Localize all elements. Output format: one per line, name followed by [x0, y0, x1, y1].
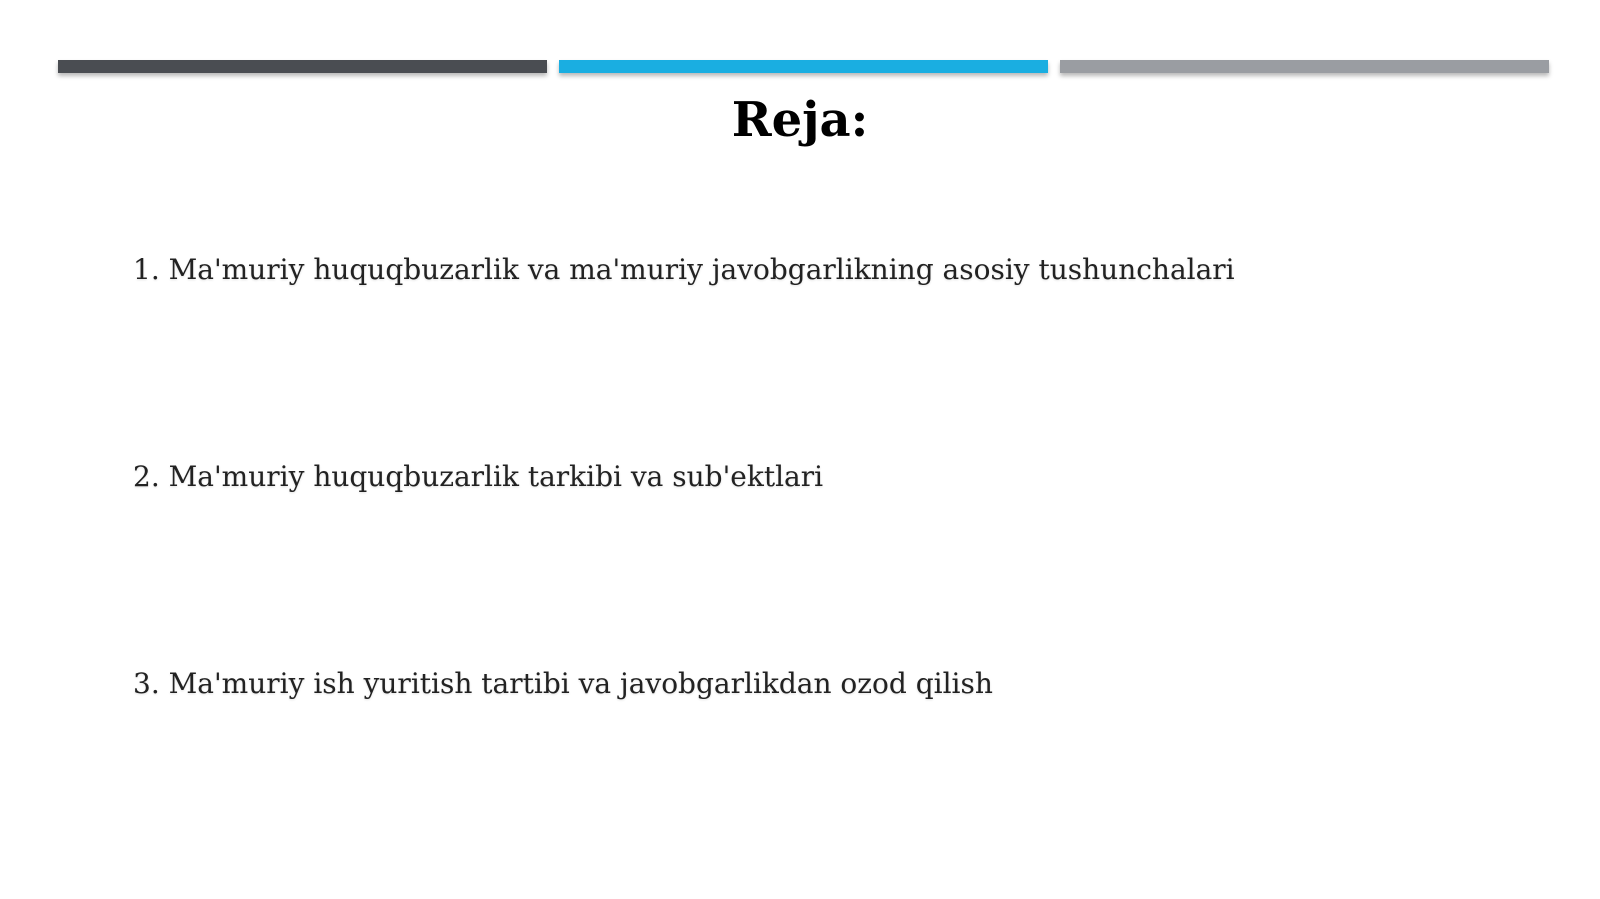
plan-item-1: 1. Ma'muriy huquqbuzarlik va ma'muriy javobgarlikning asosiy tushunchalari	[133, 253, 1235, 286]
plan-item-3: 3. Ma'muriy ish yuritish tartibi va javobgarlikdan ozod qilish	[133, 667, 993, 700]
top-bar-dark	[58, 60, 547, 73]
top-decorative-bars	[58, 60, 1549, 74]
slide-title: Reja:	[731, 92, 869, 148]
top-bar-blue	[559, 60, 1048, 73]
top-bar-gray	[1060, 60, 1549, 73]
plan-item-2: 2. Ma'muriy huquqbuzarlik tarkibi va sub'ektlari	[133, 460, 824, 493]
